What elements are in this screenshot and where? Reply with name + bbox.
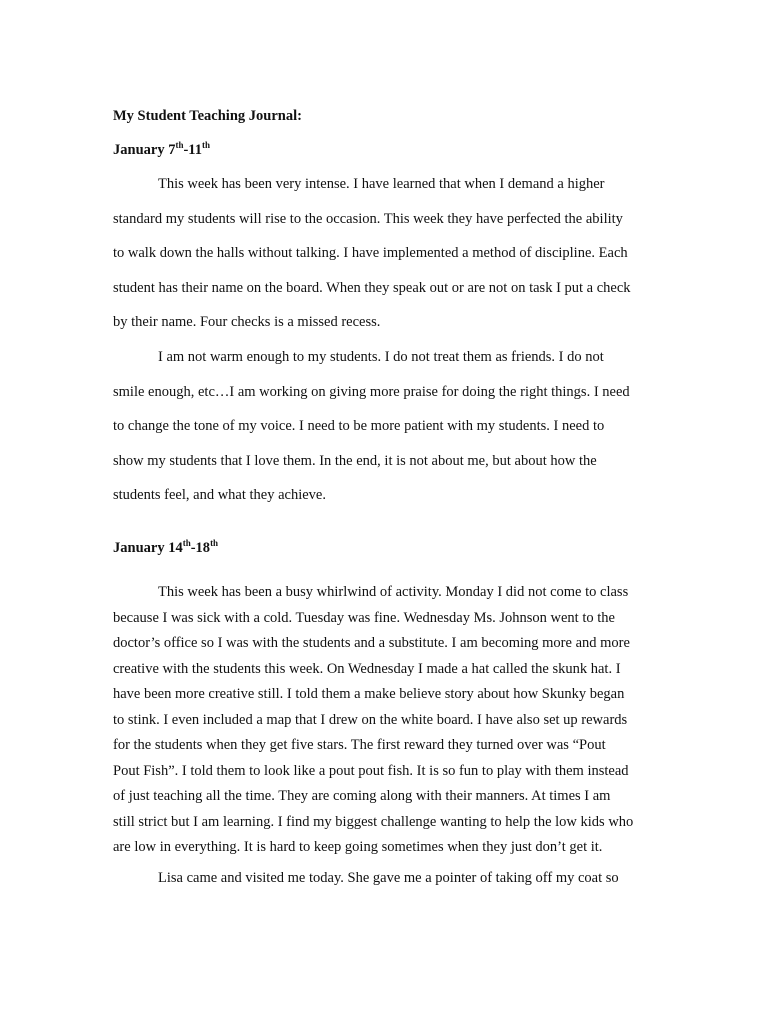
text-line: are low in everything. It is hard to keep going sometimes when they just don’t get it.	[113, 839, 603, 855]
text-line: smile enough, etc…I am working on giving more praise for doing the right things. I need	[113, 383, 630, 400]
text-line: have been more creative still. I told them a make believe story about how Skunky began	[113, 686, 625, 702]
text-line: because I was sick with a cold. Tuesday was fine. Wednesday Ms. Johnson went to the	[113, 609, 615, 626]
text-line: Lisa came and visited me today. She gave me a pointer of taking off my coat so	[158, 870, 619, 886]
text-line: to walk down the halls without talking. I have implemented a method of discipline. Each	[113, 245, 628, 262]
text-line: I am not warm enough to my students. I do not treat them as friends. I do not	[158, 349, 604, 365]
text-line: show my students that I love them. In the end, it is not about me, but about how the	[113, 452, 597, 469]
entry-heading-1: January 7th-11th	[113, 140, 211, 158]
document-title: My Student Teaching Journal:	[113, 108, 302, 124]
text-line: This week has been a busy whirlwind of activity. Monday I did not come to class	[158, 584, 629, 600]
text-line: standard my students will rise to the occasion. This week they have perfected the ability	[113, 210, 623, 227]
text-line: to stink. I even included a map that I drew on the white board. I have also set up rewards	[113, 711, 628, 728]
entry-1-paragraph-2	[113, 349, 673, 522]
text-line: doctor’s office so I was with the students and a substitute. I am becoming more and more	[113, 635, 630, 651]
entry-2-paragraph-1	[113, 584, 673, 865]
text-line: student has their name on the board. When they speak out or are not on task I put a check	[113, 279, 631, 296]
text-line: This week has been very intense. I have learned that when I demand a higher	[158, 176, 605, 192]
text-line: by their name. Four checks is a missed recess.	[113, 314, 381, 331]
entry-heading-2: January 14th-18th	[113, 538, 219, 556]
text-line: to change the tone of my voice. I need to be more patient with my students. I need to	[113, 418, 605, 435]
text-line: for the students when they get five stars. The first reward they turned over was “Pout	[113, 737, 606, 753]
entry-2-paragraph-2	[113, 870, 673, 896]
text-line: students feel, and what they achieve.	[113, 487, 326, 504]
text-line: creative with the students this week. On Wednesday I made a hat called the skunk hat. I	[113, 660, 621, 677]
entry-1-paragraph-1	[113, 176, 673, 349]
text-line: Pout Fish”. I told them to look like a pout pout fish. It is so fun to play with them instead	[113, 762, 629, 779]
text-line: of just teaching all the time. They are coming along with their manners. At times I am	[113, 788, 611, 804]
text-line: still strict but I am learning. I find my biggest challenge wanting to help the low kids who	[113, 813, 634, 830]
